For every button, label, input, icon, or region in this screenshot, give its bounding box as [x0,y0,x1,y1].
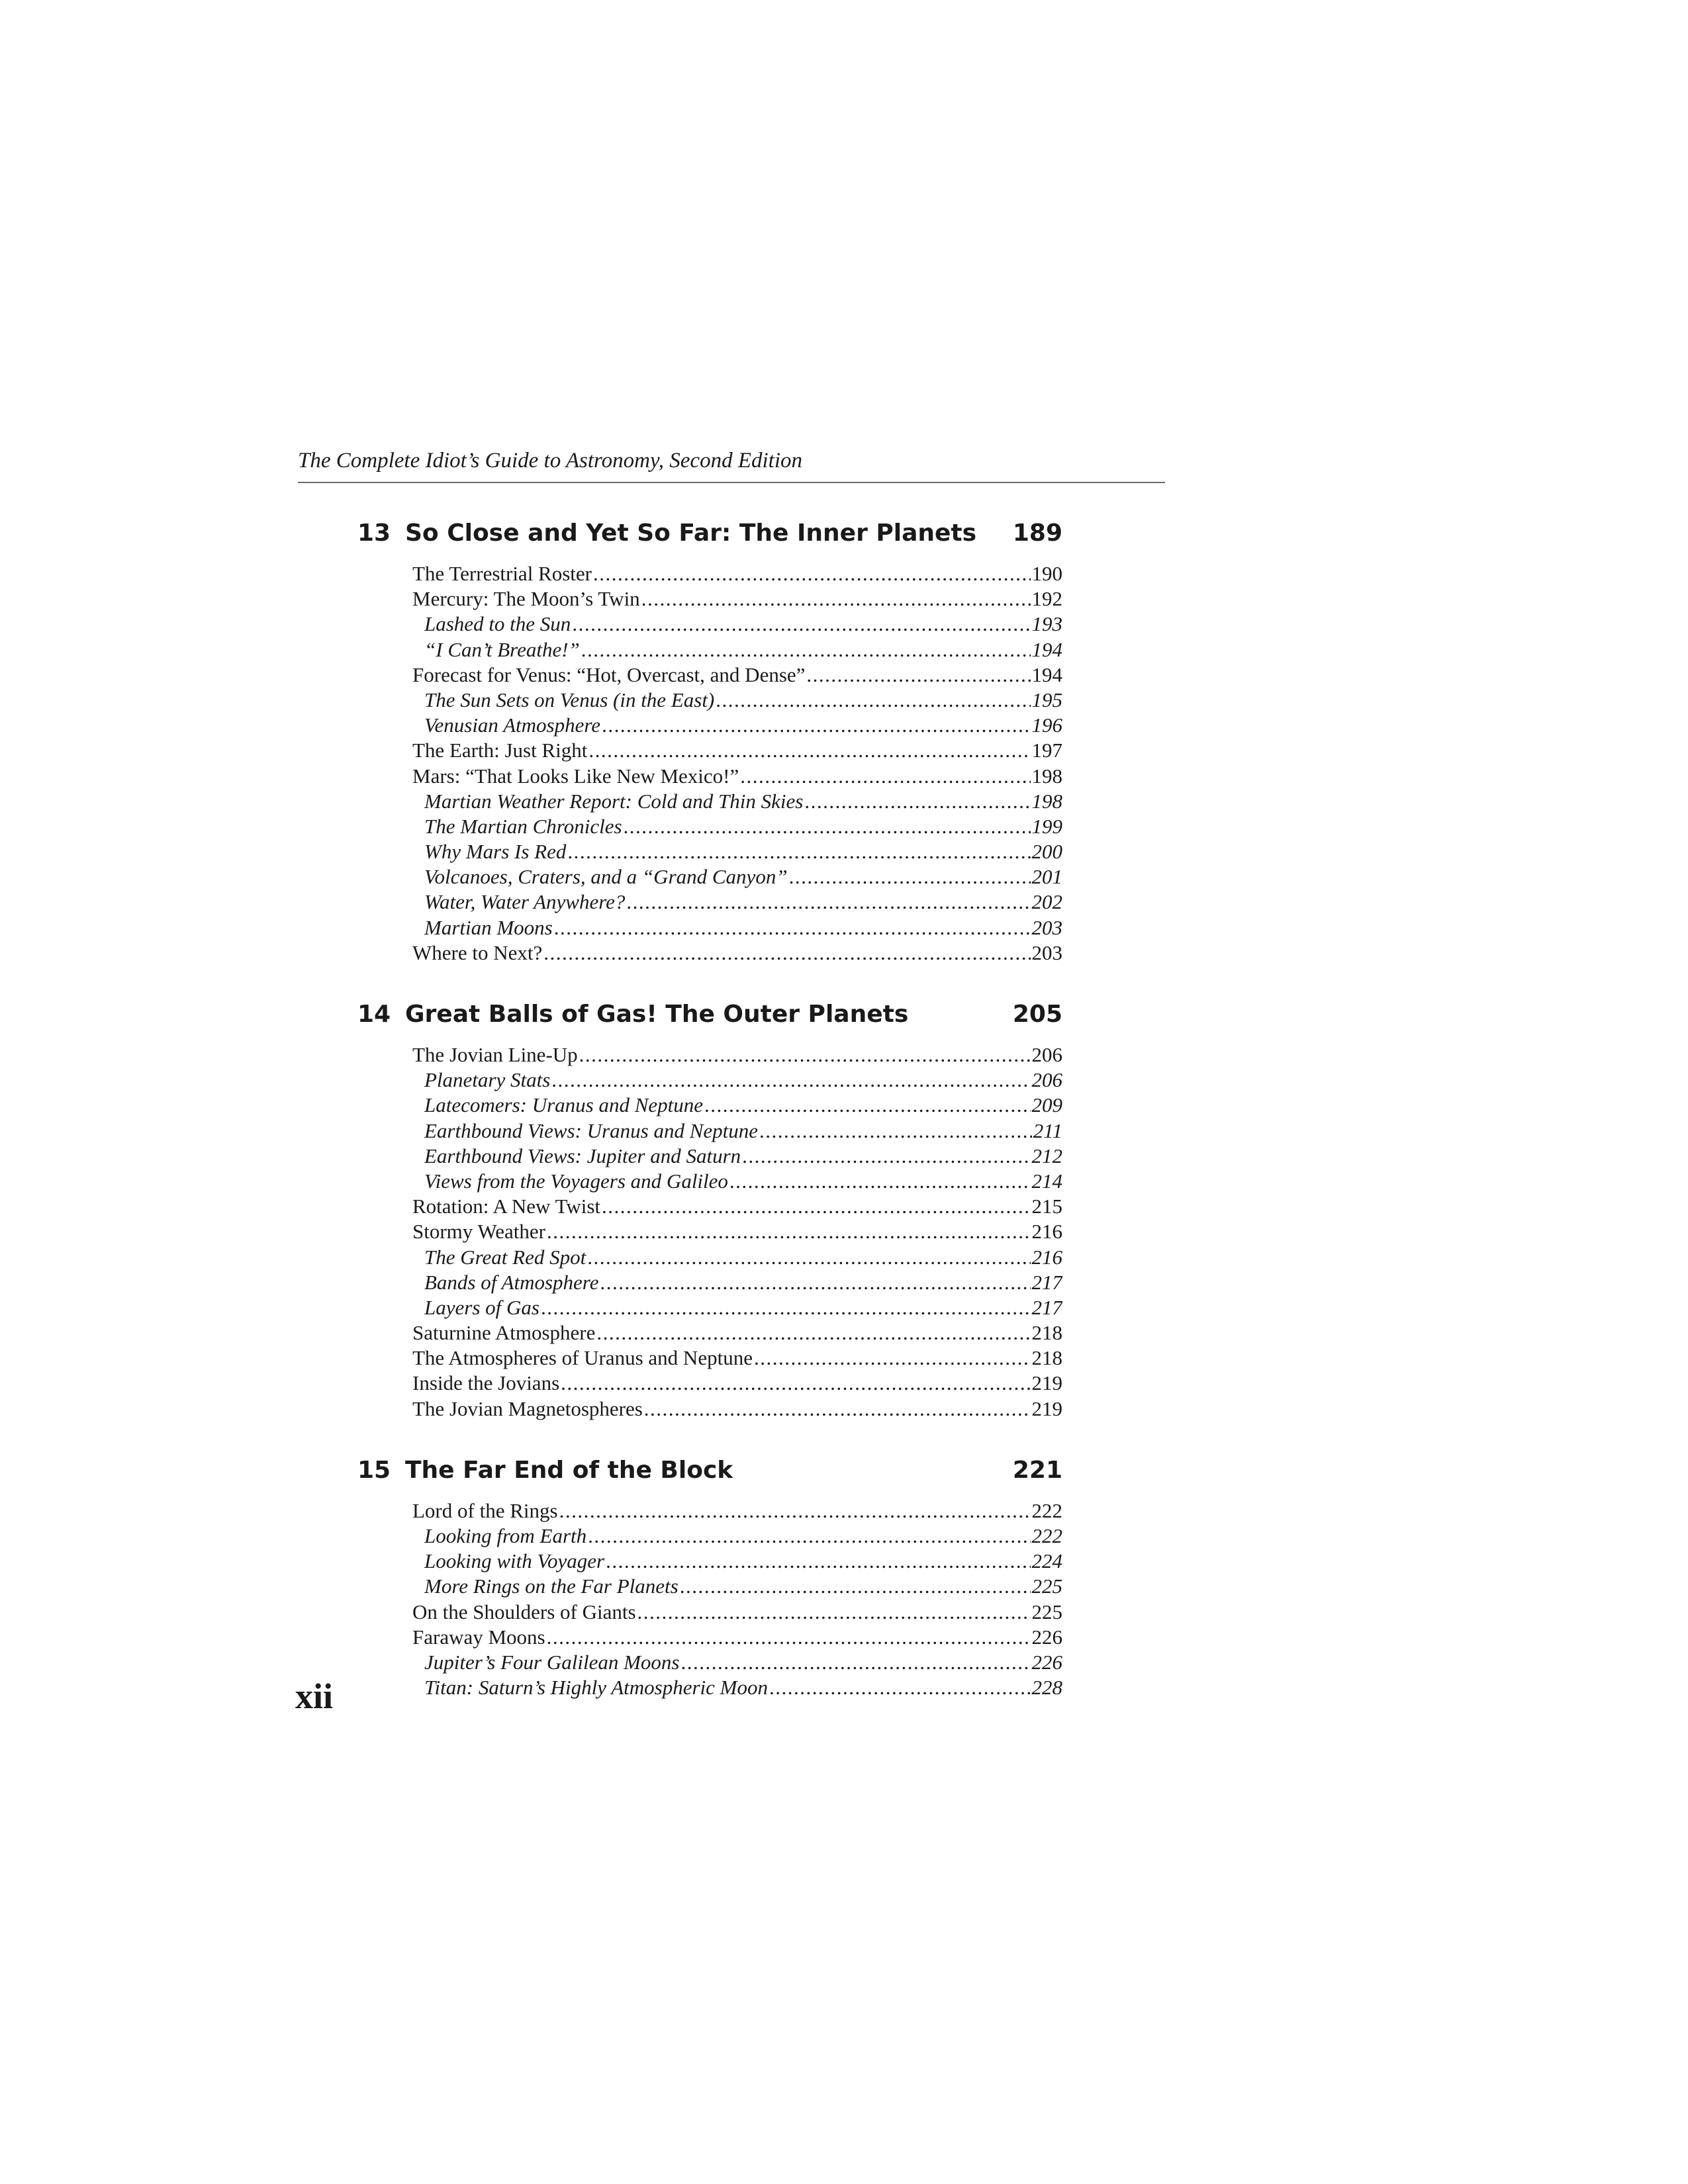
dot-leader [624,814,1031,839]
entry-title: The Martian Chronicles [424,814,622,838]
table-of-contents [357,510,1062,1700]
dot-leader [551,1068,1030,1093]
dot-leader [680,1574,1031,1599]
entry-title: Mercury: The Moon’s Twin [412,587,640,611]
dot-leader [543,940,1030,966]
toc-subentry[interactable] [412,1270,1062,1295]
entry-page-number: 198 [1031,789,1062,813]
dot-leader [789,864,1031,889]
entry-page-number: 218 [1031,1321,1062,1345]
toc-entry[interactable] [412,1345,1062,1371]
dot-leader [602,1194,1030,1219]
toc-entry[interactable] [412,586,1062,612]
dot-leader [581,637,1031,662]
entry-page-number: 194 [1031,637,1062,661]
toc-subentry[interactable] [412,1574,1062,1599]
entry-page-number: 192 [1031,587,1062,611]
dot-leader [541,1295,1031,1320]
entry-page-number: 203 [1031,940,1062,964]
dot-leader [637,1600,1031,1625]
entry-title: Titan: Saturn’s Highly Atmospheric Moon [424,1676,768,1700]
entry-page-number: 202 [1031,890,1062,914]
toc-entry[interactable] [412,1498,1062,1524]
entry-title: Rotation: A New Twist [412,1195,601,1218]
dot-leader [596,1320,1030,1345]
toc-subentry[interactable] [412,612,1062,637]
entry-title: Bands of Atmosphere [424,1270,599,1294]
dot-leader [680,1650,1030,1675]
entry-title: More Rings on the Far Planets [424,1574,679,1598]
entry-page-number: 219 [1031,1371,1062,1395]
toc-entry[interactable] [412,738,1062,763]
dot-leader [547,1219,1031,1244]
dot-leader [588,738,1030,763]
entry-title: Stormy Weather [412,1220,545,1244]
entry-title: On the Shoulders of Giants [412,1600,636,1623]
chapter-entries [412,561,1062,966]
entry-page-number: 201 [1031,865,1062,889]
toc-entry[interactable] [412,1396,1062,1422]
entry-title: The Earth: Just Right [412,739,588,762]
toc-entry[interactable] [412,1371,1062,1396]
entry-page-number: 225 [1031,1574,1062,1598]
entry-page-number: 200 [1031,840,1062,864]
entry-title: Views from the Voyagers and Galileo [424,1169,728,1193]
dot-leader [641,586,1031,612]
entry-title: Forecast for Venus: “Hot, Overcast, and Dense” [412,662,806,686]
chapter-heading[interactable] [357,510,1062,557]
entry-page-number: 209 [1031,1093,1062,1117]
entry-page-number: 217 [1031,1295,1062,1319]
chapter-number: 15 [357,1456,391,1484]
chapter-title: So Close and Yet So Far: The Inner Planets [405,520,977,547]
dot-leader [742,1144,1030,1169]
entry-title: Lord of the Rings [412,1498,558,1522]
dot-leader [593,561,1031,586]
entry-title: Looking with Voyager [424,1549,605,1573]
dot-leader [554,915,1031,940]
dot-leader [600,1270,1031,1295]
entry-page-number: 217 [1031,1270,1062,1294]
entry-page-number: 198 [1031,764,1062,788]
entry-title: Why Mars Is Red [424,840,567,864]
toc-subentry[interactable] [412,688,1062,713]
entry-page-number: 222 [1031,1524,1062,1547]
chapter-entries [412,1498,1062,1701]
entry-title: Venusian Atmosphere [424,713,601,737]
entry-title: Looking from Earth [424,1524,587,1547]
entry-title: The Jovian Magnetospheres [412,1396,643,1420]
toc-subentry[interactable] [412,1169,1062,1194]
dot-leader [754,1345,1031,1371]
dot-leader [567,839,1030,864]
entry-title: Where to Next? [412,940,543,964]
toc-subentry[interactable] [412,889,1062,915]
entry-title: The Jovian Line-Up [412,1043,578,1066]
entry-page-number: 194 [1031,662,1062,686]
chapter-entries [412,1042,1062,1422]
entry-page-number: 216 [1031,1220,1062,1244]
entry-title: Inside the Jovians [412,1371,560,1395]
entry-title: Mars: “That Looks Like New Mexico!” [412,764,739,788]
toc-subentry[interactable] [412,1650,1062,1675]
chapter-number: 14 [357,1001,391,1028]
chapter-heading[interactable] [357,991,1062,1038]
page-folio: xii [295,1676,334,1716]
toc-subentry[interactable] [412,637,1062,662]
toc-subentry[interactable] [412,814,1062,839]
dot-leader [704,1093,1030,1118]
toc-subentry[interactable] [412,1068,1062,1093]
dot-leader [602,713,1030,738]
entry-page-number: 195 [1031,688,1062,711]
header-rule [298,482,1165,483]
entry-title: Martian Moons [424,915,553,939]
entry-page-number: 216 [1031,1245,1062,1269]
entry-title: Planetary Stats [424,1068,551,1092]
entry-page-number: 196 [1031,713,1062,737]
dot-leader [588,1524,1030,1549]
toc-subentry[interactable] [412,1093,1062,1118]
entry-page-number: 199 [1031,814,1062,838]
toc-entry[interactable] [412,1625,1062,1650]
toc-entry[interactable] [412,1600,1062,1625]
toc-subentry[interactable] [412,789,1062,814]
dot-leader [759,1118,1032,1144]
entry-title: Layers of Gas [424,1295,539,1319]
toc-entry[interactable] [412,662,1062,688]
entry-title: Latecomers: Uranus and Neptune [424,1093,704,1117]
toc-subentry[interactable] [412,915,1062,940]
entry-title: The Atmospheres of Uranus and Neptune [412,1346,753,1370]
entry-page-number: 206 [1031,1068,1062,1092]
toc-subentry[interactable] [412,1295,1062,1320]
dot-leader [606,1549,1030,1574]
entry-page-number: 228 [1031,1676,1062,1700]
dot-leader [579,1042,1031,1068]
dot-leader [572,612,1030,637]
dot-leader [716,688,1030,713]
toc-subentry[interactable] [412,1245,1062,1270]
toc-entry[interactable] [412,1219,1062,1244]
toc-subentry[interactable] [412,864,1062,889]
entry-page-number: 206 [1031,1043,1062,1066]
entry-page-number: 197 [1031,739,1062,762]
chapter-page-number: 205 [1012,1001,1062,1028]
entry-page-number: 225 [1031,1600,1062,1623]
dot-leader [806,662,1030,688]
entry-title: Earthbound Views: Jupiter and Saturn [424,1144,741,1167]
dot-leader [769,1675,1031,1700]
entry-title: Volcanoes, Craters, and a “Grand Canyon” [424,865,788,889]
toc-subentry[interactable] [412,1524,1062,1549]
entry-page-number: 219 [1031,1396,1062,1420]
toc-entry[interactable] [412,1042,1062,1068]
entry-title: The Great Red Spot [424,1245,586,1269]
entry-title: The Sun Sets on Venus (in the East) [424,688,715,711]
toc-entry[interactable] [412,764,1062,789]
toc-subentry[interactable] [412,1549,1062,1574]
chapter-13 [357,510,1062,966]
dot-leader [644,1396,1031,1422]
entry-page-number: 218 [1031,1346,1062,1370]
entry-title: “I Can’t Breathe!” [424,637,580,661]
entry-page-number: 226 [1031,1650,1062,1674]
toc-entry[interactable] [412,940,1062,966]
toc-subentry[interactable] [412,1118,1062,1144]
entry-page-number: 212 [1031,1144,1062,1167]
entry-page-number: 203 [1031,915,1062,939]
dot-leader [804,789,1030,814]
entry-title: Earthbound Views: Uranus and Neptune [424,1118,759,1142]
chapter-heading[interactable] [357,1447,1062,1494]
chapter-page-number: 221 [1012,1456,1062,1484]
entry-page-number: 222 [1031,1498,1062,1522]
entry-page-number: 193 [1031,612,1062,636]
toc-entry[interactable] [412,1194,1062,1219]
entry-title: Faraway Moons [412,1625,545,1649]
dot-leader [626,889,1030,915]
chapter-number: 13 [357,520,391,547]
entry-page-number: 215 [1031,1195,1062,1218]
entry-title: Martian Weather Report: Cold and Thin Skies [424,789,804,813]
chapter-15 [357,1447,1062,1701]
entry-page-number: 226 [1031,1625,1062,1649]
dot-leader [561,1371,1030,1396]
entry-page-number: 190 [1031,562,1062,585]
dot-leader [729,1169,1031,1194]
chapter-page-number: 189 [1012,520,1062,547]
toc-subentry[interactable] [412,713,1062,738]
dot-leader [559,1498,1031,1524]
dot-leader [587,1245,1030,1270]
toc-entry[interactable] [412,1320,1062,1345]
toc-subentry[interactable] [412,839,1062,864]
entry-title: Jupiter’s Four Galilean Moons [424,1650,680,1674]
chapter-14 [357,991,1062,1422]
entry-title: Water, Water Anywhere? [424,890,626,914]
toc-entry[interactable] [412,561,1062,586]
chapter-title: Great Balls of Gas! The Outer Planets [405,1001,909,1028]
entry-title: Saturnine Atmosphere [412,1321,596,1345]
entry-page-number: 224 [1031,1549,1062,1573]
toc-subentry[interactable] [412,1675,1062,1700]
running-head: The Complete Idiot’s Guide to Astronomy, Second Edition [298,449,802,473]
dot-leader [547,1625,1031,1650]
toc-subentry[interactable] [412,1144,1062,1169]
entry-title: Lashed to the Sun [424,612,571,636]
entry-page-number: 211 [1033,1118,1062,1142]
entry-title: The Terrestrial Roster [412,562,592,585]
chapter-title: The Far End of the Block [405,1456,733,1484]
entry-page-number: 214 [1031,1169,1062,1193]
dot-leader [740,764,1030,789]
